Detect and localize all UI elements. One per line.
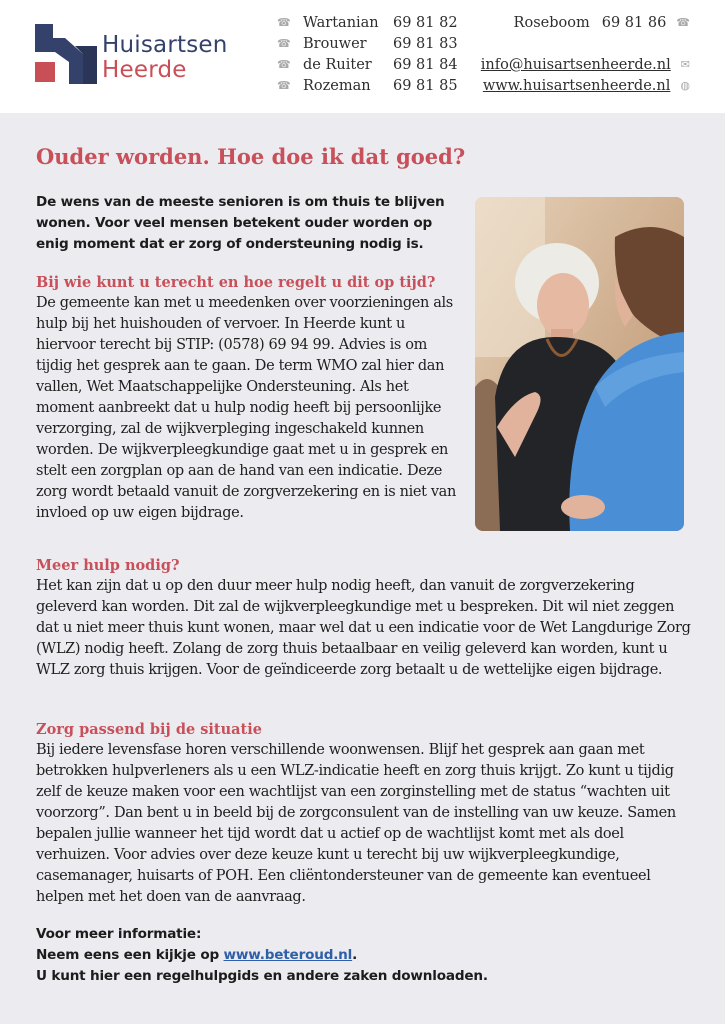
- practice-name: [102, 33, 228, 83]
- globe-icon: ◍: [680, 79, 690, 92]
- doctor-phone[interactable]: 69 81 82: [393, 14, 458, 31]
- article-title: Ouder worden. Hoe doe ik dat goed?: [36, 144, 466, 169]
- phone-icon: ☎: [277, 79, 291, 92]
- doctor-row: [462, 12, 690, 33]
- doctor-phone[interactable]: 69 81 83: [393, 35, 458, 52]
- website-row: [462, 75, 690, 96]
- phone-icon: ☎: [277, 16, 291, 29]
- more-info: [36, 924, 696, 987]
- mail-icon: ✉: [680, 58, 690, 71]
- beteroud-link[interactable]: www.beteroud.nl: [223, 947, 353, 963]
- doctor-name: de Ruiter: [303, 56, 372, 73]
- section-body: Bij iedere levensfase horen verschillende woonwensen. Blijf het gesprek aan gaan met betrokken hulpverleners als u een WLZ-indicatie heeft en zorg thuis krijgt. Zo kunt u tijdig zelf de keuze maken voor een wachtlijst van een zorginstelling met de status “wachten uit voorzorg”. Dan bent u in beeld bij de zorgconsulent van de instelling van uw keuze. Samen bepalen jullie wanneer het tijd wordt dat u actief op de wachtlijst komt met als doel verhuizen. Voor advies over deze keuze kunt u terecht bij uw wijkverpleegkundige, casemanager, huisarts of POH. Een cliëntondersteuner van de gemeente kan eventueel helpen met het doen van de aanvraag.: [36, 742, 676, 905]
- doctor-phone[interactable]: 69 81 84: [393, 56, 458, 73]
- section-heading: Meer hulp nodig?: [36, 557, 180, 574]
- photo-illustration: [475, 197, 684, 531]
- contact-info: [462, 12, 690, 96]
- website-link[interactable]: www.huisartsenheerde.nl: [482, 77, 671, 94]
- section-body: De gemeente kan met u meedenken over voorzieningen als hulp bij het huishouden of vervoer. In Heerde kunt u hiervoor terecht bij STIP: (0578) 69 94 99. Advies is om tijdig het gesprek aan te gaan. De term WMO zal hier dan vallen, Wet Maatschappelijke Ondersteuning. Als het moment aanbreekt dat u hulp nodig heeft bij persoonlijke verzorging, zal de wijkverpleging ingeschakeld kunnen worden. De wijkverpleegkundige gaat met u in gesprek en stelt een zorgplan op aan de hand van een indicatie. Deze zorg wordt betaald vanuit de zorgverzekering en is niet van invloed op uw eigen bijdrage.: [36, 295, 456, 521]
- doctor-name: Wartanian: [303, 14, 379, 31]
- doctor-row: [277, 54, 487, 75]
- section-heading: Bij wie kunt u terecht en hoe regelt u dit op tijd?: [36, 274, 436, 291]
- practice-logo: [35, 24, 97, 84]
- more-info-line: [36, 945, 696, 966]
- page-header: [0, 0, 725, 113]
- doctor-row: [277, 75, 487, 96]
- section-body: Het kan zijn dat u op den duur meer hulp nodig heeft, dan vanuit de zorgverzekering geleverd kan worden. Dit zal de wijkverpleegkundige met u bespreken. Dit wil niet zeggen dat u niet meer thuis kunt wonen, maar wel dat u een indicatie voor de Wet Langdurige Zorg (WLZ) nodig heeft. Zolang de zorg thuis betaalbaar en veilig geleverd kan worden, kunt u WLZ zorg thuis krijgen. Voor de geïndiceerde zorg betaalt u de wettelijke eigen bijdrage.: [36, 578, 691, 678]
- practice-name-line2: Heerde: [102, 57, 187, 83]
- doctor-phone-list: [277, 12, 487, 96]
- phone-icon: ☎: [277, 58, 291, 71]
- doctor-name: Roseboom: [513, 14, 590, 31]
- doctor-phone[interactable]: 69 81 85: [393, 77, 458, 94]
- caregiver-photo: [475, 197, 684, 531]
- email-row: [462, 54, 690, 75]
- doctor-phone[interactable]: 69 81 86: [601, 14, 667, 31]
- phone-icon: ☎: [676, 16, 690, 29]
- more-info-prefix: Neem eens een kijkje op: [36, 947, 224, 963]
- article-intro: De wens van de meeste senioren is om thuis te blijven wonen. Voor veel mensen betekent ouder worden op enig moment dat er zorg of ondersteuning nodig is.: [36, 194, 445, 252]
- more-info-suffix: .: [352, 947, 358, 963]
- more-info-heading: Voor meer informatie:: [36, 926, 202, 942]
- email-link[interactable]: info@huisartsenheerde.nl: [480, 56, 671, 73]
- section-heading: Zorg passend bij de situatie: [36, 721, 262, 738]
- doctor-row: [277, 12, 487, 33]
- doctor-name: Brouwer: [303, 35, 367, 52]
- phone-icon: ☎: [277, 37, 291, 50]
- more-info-download: U kunt hier een regelhulpgids en andere zaken downloaden.: [36, 968, 488, 984]
- doctor-name: Rozeman: [303, 77, 371, 94]
- practice-name-line1: Huisartsen: [102, 32, 228, 58]
- doctor-row: [277, 33, 487, 54]
